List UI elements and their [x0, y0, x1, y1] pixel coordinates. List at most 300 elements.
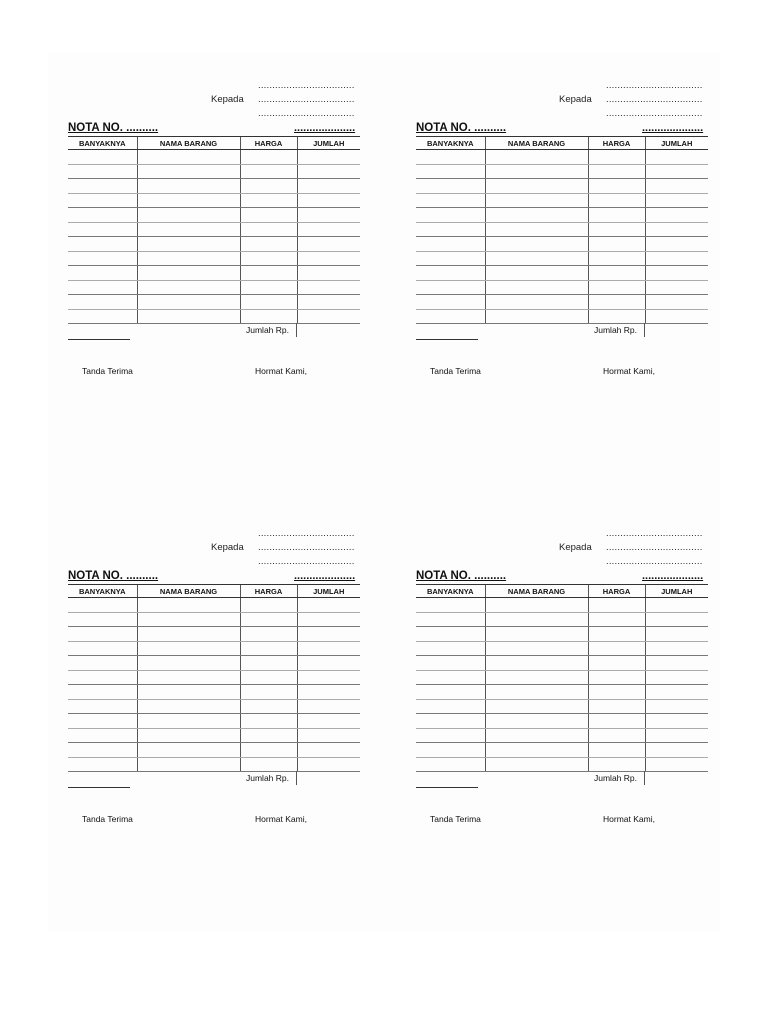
table-row [68, 222, 360, 237]
table-row [416, 237, 708, 252]
table-cell [297, 266, 360, 281]
table-cell [485, 728, 588, 743]
table-row [416, 743, 708, 758]
table-row [416, 685, 708, 700]
table-cell [240, 251, 297, 266]
table-cell [416, 598, 485, 613]
table-row [68, 280, 360, 295]
table-cell [416, 193, 485, 208]
table-row [68, 685, 360, 700]
table-row [68, 179, 360, 194]
table-cell [240, 208, 297, 223]
receiver-signature-label: Tanda Terima [82, 366, 133, 376]
table-row [68, 309, 360, 324]
table-row [68, 699, 360, 714]
table-cell [297, 164, 360, 179]
table-cell [240, 266, 297, 281]
table-cell [68, 656, 137, 671]
table-cell [68, 193, 137, 208]
table-cell [297, 699, 360, 714]
total-divider [296, 771, 297, 785]
table-cell [588, 193, 645, 208]
items-table [68, 136, 360, 324]
nota-number-title: NOTA NO. .......... [68, 122, 159, 134]
table-cell [588, 266, 645, 281]
table-cell [416, 627, 485, 642]
table-row [416, 150, 708, 165]
table-cell [137, 598, 240, 613]
total-underline [68, 787, 130, 788]
kepada-dots-2: .................................. [258, 94, 355, 105]
table-cell [588, 656, 645, 671]
table-row [68, 193, 360, 208]
table-cell [137, 193, 240, 208]
table-cell [137, 179, 240, 194]
table-cell [240, 280, 297, 295]
column-header-banyaknya: BANYAKNYA [416, 137, 485, 150]
table-cell [240, 627, 297, 642]
table-row [416, 295, 708, 310]
table-row [68, 670, 360, 685]
table-cell [588, 164, 645, 179]
column-header-nama-barang: NAMA BARANG [137, 137, 240, 150]
table-cell [297, 612, 360, 627]
table-cell [137, 208, 240, 223]
table-cell [137, 150, 240, 165]
table-cell [240, 612, 297, 627]
table-cell [240, 728, 297, 743]
table-cell [588, 728, 645, 743]
kepada-label: Kepada [211, 94, 244, 105]
table-cell [240, 295, 297, 310]
nota-number-title: NOTA NO. .......... [68, 570, 159, 582]
table-cell [485, 208, 588, 223]
table-row [68, 641, 360, 656]
table-cell [588, 641, 645, 656]
table-cell [645, 743, 708, 758]
table-cell [645, 150, 708, 165]
table-cell [416, 641, 485, 656]
table-cell [416, 237, 485, 252]
table-cell [416, 743, 485, 758]
table-cell [485, 699, 588, 714]
nota-form-4 [416, 528, 712, 828]
table-cell [297, 193, 360, 208]
table-row [68, 150, 360, 165]
table-cell [68, 641, 137, 656]
table-row [68, 743, 360, 758]
nota-date-dots: .................... [642, 122, 704, 134]
table-cell [416, 208, 485, 223]
table-cell [240, 743, 297, 758]
table-cell [485, 757, 588, 772]
table-cell [137, 266, 240, 281]
table-row [68, 757, 360, 772]
table-row [68, 266, 360, 281]
table-cell [416, 266, 485, 281]
table-cell [240, 685, 297, 700]
table-cell [240, 222, 297, 237]
nota-date-dots: .................... [294, 570, 356, 582]
table-cell [297, 280, 360, 295]
table-cell [137, 309, 240, 324]
table-cell [485, 295, 588, 310]
table-cell [645, 641, 708, 656]
table-cell [240, 309, 297, 324]
table-row [416, 670, 708, 685]
table-cell [68, 309, 137, 324]
table-cell [416, 699, 485, 714]
column-header-nama-barang: NAMA BARANG [137, 585, 240, 598]
table-cell [297, 627, 360, 642]
table-cell [645, 598, 708, 613]
kepada-dots-2: .................................. [606, 542, 703, 553]
table-cell [645, 612, 708, 627]
total-divider [644, 323, 645, 337]
table-cell [416, 150, 485, 165]
nota-date-dots: .................... [642, 570, 704, 582]
table-cell [588, 612, 645, 627]
table-cell [588, 714, 645, 729]
table-cell [68, 743, 137, 758]
column-header-harga: HARGA [588, 137, 645, 150]
table-cell [68, 251, 137, 266]
table-row [416, 309, 708, 324]
table-cell [645, 164, 708, 179]
table-cell [137, 612, 240, 627]
column-header-banyaknya: BANYAKNYA [68, 585, 137, 598]
nota-number-title: NOTA NO. .......... [416, 570, 507, 582]
table-cell [416, 714, 485, 729]
table-cell [297, 598, 360, 613]
table-cell [485, 627, 588, 642]
table-cell [588, 627, 645, 642]
table-cell [137, 237, 240, 252]
table-cell [240, 150, 297, 165]
nota-form-3 [68, 528, 364, 828]
table-cell [485, 164, 588, 179]
table-cell [297, 208, 360, 223]
table-cell [645, 295, 708, 310]
table-cell [416, 685, 485, 700]
kepada-dots-3: .................................. [606, 556, 703, 567]
table-cell [645, 685, 708, 700]
table-cell [240, 656, 297, 671]
receiver-signature-label: Tanda Terima [82, 814, 133, 824]
table-cell [68, 266, 137, 281]
table-row [68, 656, 360, 671]
column-header-jumlah: JUMLAH [645, 137, 708, 150]
kepada-dots-1: .................................. [606, 80, 703, 91]
sender-signature-label: Hormat Kami, [603, 366, 655, 376]
table-cell [240, 714, 297, 729]
table-cell [137, 685, 240, 700]
table-cell [485, 150, 588, 165]
kepada-label: Kepada [559, 94, 592, 105]
table-cell [416, 309, 485, 324]
table-cell [137, 728, 240, 743]
table-cell [645, 251, 708, 266]
nota-form-1 [68, 80, 364, 380]
kepada-dots-3: .................................. [258, 556, 355, 567]
total-label: Jumlah Rp. [594, 773, 637, 783]
table-cell [297, 309, 360, 324]
table-cell [68, 699, 137, 714]
table-row [68, 714, 360, 729]
table-cell [416, 656, 485, 671]
table-cell [588, 251, 645, 266]
column-header-harga: HARGA [240, 585, 297, 598]
table-cell [588, 237, 645, 252]
table-cell [588, 757, 645, 772]
table-cell [485, 656, 588, 671]
table-row [68, 612, 360, 627]
table-cell [485, 743, 588, 758]
column-header-jumlah: JUMLAH [645, 585, 708, 598]
table-row [416, 251, 708, 266]
table-row [68, 295, 360, 310]
table-cell [137, 641, 240, 656]
kepada-dots-2: .................................. [258, 542, 355, 553]
column-header-harga: HARGA [588, 585, 645, 598]
table-cell [68, 295, 137, 310]
table-cell [588, 699, 645, 714]
table-cell [645, 280, 708, 295]
kepada-dots-1: .................................. [258, 528, 355, 539]
table-cell [68, 237, 137, 252]
table-cell [68, 598, 137, 613]
nota-date-dots: .................... [294, 122, 356, 134]
kepada-dots-1: .................................. [606, 528, 703, 539]
table-cell [240, 699, 297, 714]
table-cell [588, 208, 645, 223]
table-cell [297, 714, 360, 729]
kepada-dots-2: .................................. [606, 94, 703, 105]
table-row [416, 179, 708, 194]
table-cell [485, 193, 588, 208]
table-cell [137, 670, 240, 685]
table-row [68, 598, 360, 613]
table-cell [645, 656, 708, 671]
table-cell [297, 295, 360, 310]
table-cell [485, 179, 588, 194]
total-underline [68, 339, 130, 340]
table-cell [588, 150, 645, 165]
table-cell [297, 150, 360, 165]
table-cell [416, 251, 485, 266]
table-cell [137, 714, 240, 729]
table-cell [485, 251, 588, 266]
table-cell [588, 295, 645, 310]
table-cell [137, 251, 240, 266]
table-cell [588, 309, 645, 324]
kepada-label: Kepada [559, 542, 592, 553]
table-cell [240, 164, 297, 179]
table-cell [588, 685, 645, 700]
table-cell [588, 280, 645, 295]
table-cell [137, 295, 240, 310]
kepada-dots-3: .................................. [258, 108, 355, 119]
table-row [68, 627, 360, 642]
table-cell [588, 670, 645, 685]
table-cell [68, 714, 137, 729]
total-divider [644, 771, 645, 785]
table-cell [297, 656, 360, 671]
table-row [416, 193, 708, 208]
total-label: Jumlah Rp. [246, 325, 289, 335]
table-row [416, 656, 708, 671]
table-cell [68, 280, 137, 295]
table-cell [68, 670, 137, 685]
sender-signature-label: Hormat Kami, [255, 814, 307, 824]
table-cell [297, 222, 360, 237]
table-row [416, 728, 708, 743]
table-cell [297, 670, 360, 685]
table-cell [68, 150, 137, 165]
column-header-jumlah: JUMLAH [297, 585, 360, 598]
kepada-label: Kepada [211, 542, 244, 553]
table-cell [416, 728, 485, 743]
sender-signature-label: Hormat Kami, [255, 366, 307, 376]
table-cell [416, 179, 485, 194]
table-row [68, 251, 360, 266]
table-row [68, 728, 360, 743]
table-cell [68, 627, 137, 642]
table-cell [645, 309, 708, 324]
table-cell [137, 757, 240, 772]
table-cell [240, 670, 297, 685]
table-cell [645, 670, 708, 685]
table-cell [240, 757, 297, 772]
table-cell [645, 714, 708, 729]
table-row [416, 266, 708, 281]
table-cell [68, 685, 137, 700]
table-cell [68, 208, 137, 223]
kepada-dots-1: .................................. [258, 80, 355, 91]
column-header-nama-barang: NAMA BARANG [485, 585, 588, 598]
table-cell [416, 612, 485, 627]
table-cell [485, 237, 588, 252]
table-cell [137, 627, 240, 642]
table-cell [68, 222, 137, 237]
table-row [416, 714, 708, 729]
table-cell [137, 280, 240, 295]
table-cell [485, 280, 588, 295]
table-cell [416, 280, 485, 295]
table-cell [645, 179, 708, 194]
table-cell [485, 612, 588, 627]
table-cell [485, 598, 588, 613]
table-cell [416, 670, 485, 685]
table-cell [297, 728, 360, 743]
table-row [416, 164, 708, 179]
column-header-banyaknya: BANYAKNYA [68, 137, 137, 150]
table-cell [645, 237, 708, 252]
table-cell [240, 598, 297, 613]
table-row [416, 222, 708, 237]
table-cell [240, 641, 297, 656]
table-cell [137, 699, 240, 714]
table-cell [416, 164, 485, 179]
table-row [416, 598, 708, 613]
table-cell [240, 237, 297, 252]
table-cell [588, 598, 645, 613]
table-cell [68, 179, 137, 194]
table-row [416, 208, 708, 223]
table-cell [68, 757, 137, 772]
total-divider [296, 323, 297, 337]
table-cell [68, 612, 137, 627]
receiver-signature-label: Tanda Terima [430, 366, 481, 376]
printable-sheet [48, 52, 720, 932]
table-cell [645, 699, 708, 714]
table-row [416, 699, 708, 714]
nota-number-title: NOTA NO. .......... [416, 122, 507, 134]
table-cell [645, 266, 708, 281]
table-cell [645, 193, 708, 208]
items-table [416, 584, 708, 772]
items-table [416, 136, 708, 324]
table-cell [137, 222, 240, 237]
table-row [68, 164, 360, 179]
table-cell [645, 222, 708, 237]
table-row [416, 757, 708, 772]
receiver-signature-label: Tanda Terima [430, 814, 481, 824]
kepada-dots-3: .................................. [606, 108, 703, 119]
total-underline [416, 787, 478, 788]
table-row [416, 627, 708, 642]
table-cell [588, 179, 645, 194]
column-header-nama-barang: NAMA BARANG [485, 137, 588, 150]
table-cell [68, 164, 137, 179]
column-header-harga: HARGA [240, 137, 297, 150]
table-cell [485, 309, 588, 324]
table-cell [645, 728, 708, 743]
table-cell [297, 641, 360, 656]
table-row [68, 208, 360, 223]
table-cell [416, 757, 485, 772]
table-cell [297, 237, 360, 252]
table-cell [588, 222, 645, 237]
table-cell [485, 641, 588, 656]
table-cell [485, 714, 588, 729]
table-cell [240, 193, 297, 208]
sender-signature-label: Hormat Kami, [603, 814, 655, 824]
total-label: Jumlah Rp. [594, 325, 637, 335]
table-cell [297, 743, 360, 758]
table-cell [137, 743, 240, 758]
items-table [68, 584, 360, 772]
table-cell [297, 757, 360, 772]
table-cell [485, 670, 588, 685]
table-row [416, 641, 708, 656]
table-cell [588, 743, 645, 758]
table-cell [416, 295, 485, 310]
table-cell [485, 266, 588, 281]
nota-form-2 [416, 80, 712, 380]
column-header-jumlah: JUMLAH [297, 137, 360, 150]
table-cell [68, 728, 137, 743]
total-label: Jumlah Rp. [246, 773, 289, 783]
table-cell [645, 627, 708, 642]
table-cell [297, 251, 360, 266]
table-cell [137, 656, 240, 671]
total-underline [416, 339, 478, 340]
column-header-banyaknya: BANYAKNYA [416, 585, 485, 598]
table-row [68, 237, 360, 252]
table-cell [297, 179, 360, 194]
table-cell [240, 179, 297, 194]
